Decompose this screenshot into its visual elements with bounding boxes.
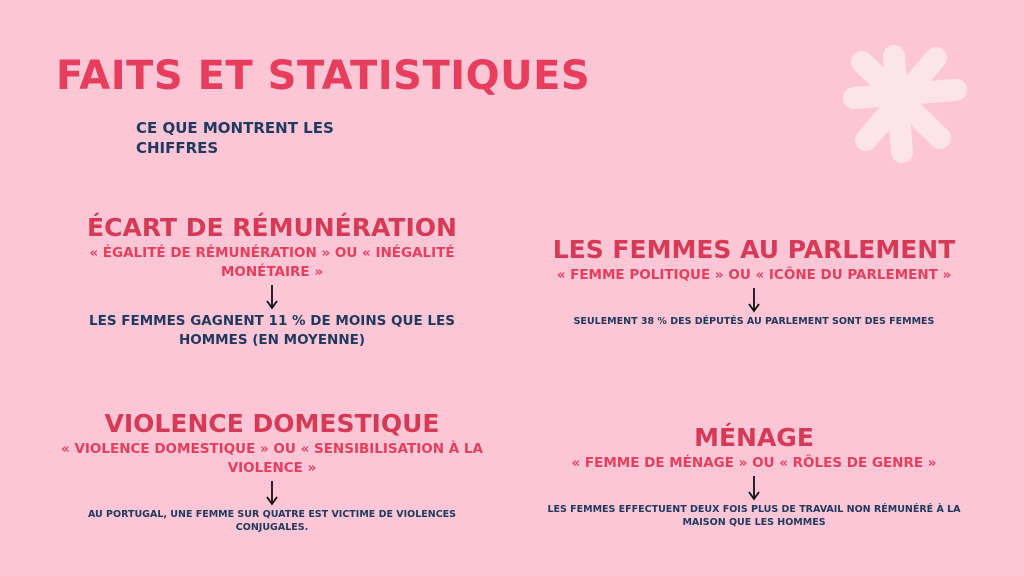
section-fact: LES FEMMES GAGNENT 11 % DE MOINS QUE LES HOMMES (EN MOYENNE) <box>89 313 455 348</box>
section-title: VIOLENCE DOMESTIQUE <box>104 409 440 438</box>
section-title: LES FEMMES AU PARLEMENT <box>552 235 956 264</box>
asterisk-star-icon <box>832 40 972 170</box>
section-fact: AU PORTUGAL, UNE FEMME SUR QUATRE EST VICTIME DE VIOLENCES CONJUGALES. <box>87 509 457 533</box>
page-subtitle: CE QUE MONTRENT LES CHIFFRES <box>136 119 334 157</box>
section-subtitle: « VIOLENCE DOMESTIQUE » OU « SENSIBILISATION À LA VIOLENCE » <box>61 441 483 476</box>
section-fact: SEULEMENT 38 % DES DÉPUTÉS AU PARLEMENT SONT DES FEMMES <box>573 316 935 327</box>
section-subtitle: « ÉGALITÉ DE RÉMUNÉRATION » OU « INÉGALITÉ MONÉTAIRE » <box>89 245 455 280</box>
section-fact: LES FEMMES EFFECTUENT DEUX FOIS PLUS DE TRAVAIL NON RÉMUNÉRÉ À LA MAISON QUE LES HOMMES <box>547 504 961 528</box>
section-parliament <box>524 234 984 328</box>
section-household <box>524 422 984 529</box>
section-title: ÉCART DE RÉMUNÉRATION <box>87 213 457 242</box>
section-domestic-violence <box>44 408 500 534</box>
section-subtitle: « FEMME DE MÉNAGE » OU « RÔLES DE GENRE » <box>571 455 937 471</box>
page-title: FAITS ET STATISTIQUES <box>56 53 591 99</box>
arrow-down-icon <box>747 287 761 313</box>
arrow-down-icon <box>265 480 279 506</box>
section-title: MÉNAGE <box>694 423 814 452</box>
arrow-down-icon <box>747 475 761 501</box>
arrow-down-icon <box>265 284 279 310</box>
section-subtitle: « FEMME POLITIQUE » OU « ICÔNE DU PARLEMENT » <box>556 267 952 283</box>
section-pay-gap <box>52 212 492 350</box>
